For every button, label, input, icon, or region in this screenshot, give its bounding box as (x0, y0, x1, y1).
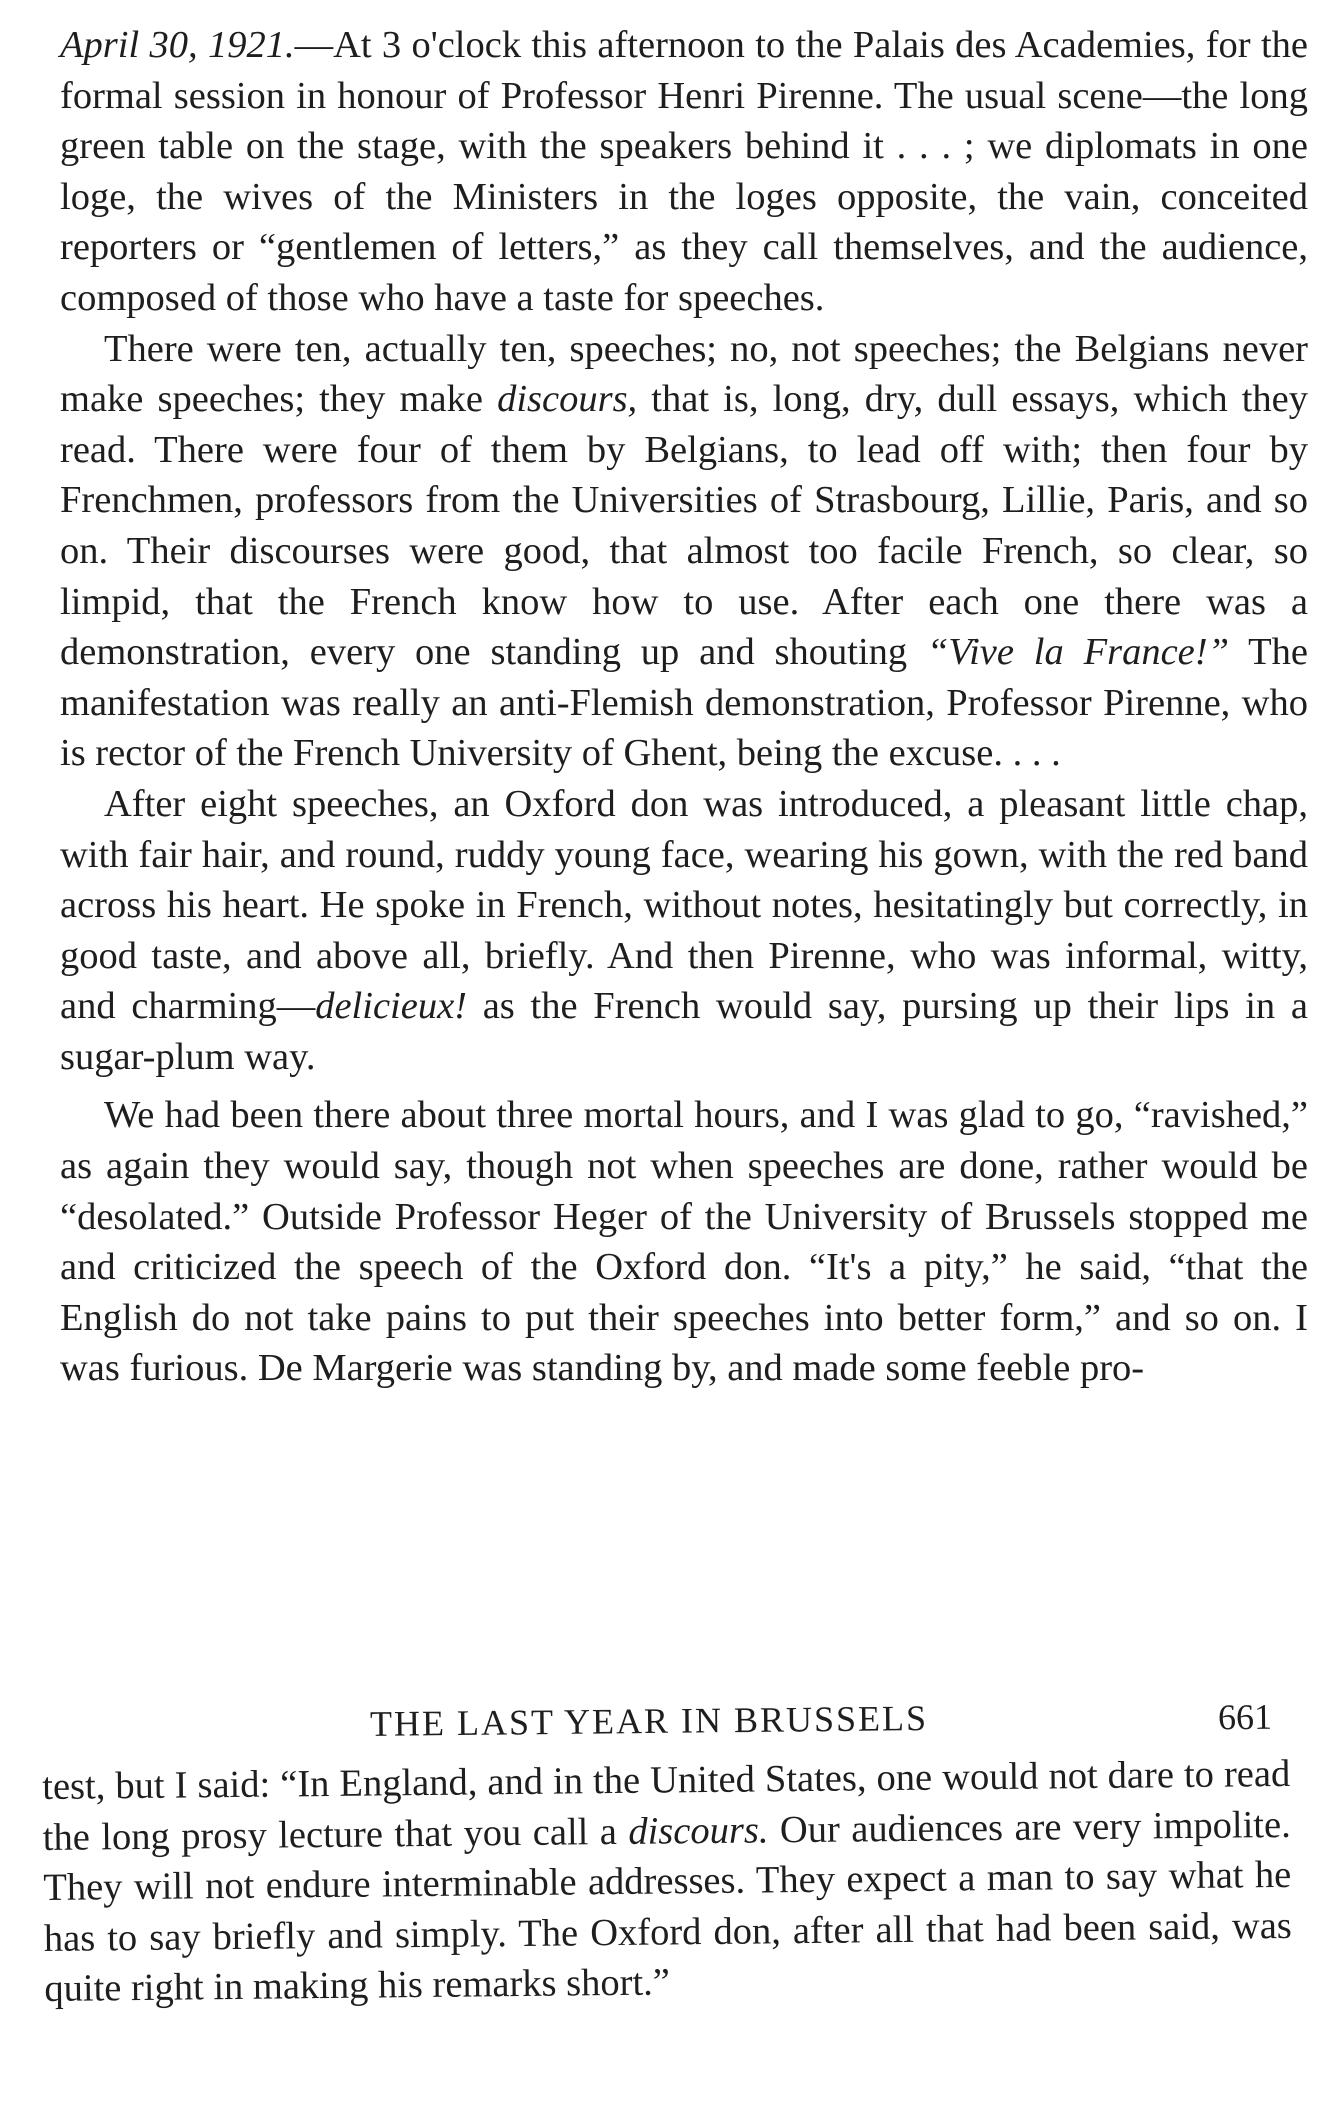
paragraph-4 (60, 1090, 1308, 1394)
running-head: THE LAST YEAR IN BRUSSELS (369, 1698, 929, 1744)
paragraph-1 (60, 20, 1308, 324)
paragraph-2-text-b: that is, long, dry, dull essays, which they read. There were four of them by Belgians, to lead off with; then four by Frenchmen, professors from the Universities of Strasbourg, Lillie, Paris, and so on. Their discourses were good, that almost too facile French, so clear, so limpid, that the French know how to use. After each one there was a demonstration, every one standing up and shouting (60, 378, 1308, 674)
lower-text-block (42, 1749, 1293, 2015)
paragraph-5 (42, 1749, 1293, 2015)
entry-date: April 30, 1921. (60, 24, 295, 66)
paragraph-3-text-a: After eight speeches, an Oxford don was introduced, a pleasant little chap, with fair hair, and round, ruddy young face, wearing his gown, with the red band across his heart. He spoke in French, without notes, hesitatingly but correctly, in good taste, and above all, briefly. And then Pirenne, who was informal, witty, and charming— (60, 782, 1308, 1028)
paragraph-3-text-b: as the French would say, pursing up their lips in a sugar-plum way. (60, 985, 1308, 1078)
upper-text-block (60, 20, 1308, 1394)
paragraph-5-text-b: Our audiences are very impolite. They will not endure interminable addresses. They expect a man to say what he has to say briefly and simply. The Oxford don, after all that had been said, was quite right in making his remarks short.” (43, 1803, 1293, 2011)
paragraph-2-text-c: The manifestation was really an anti-Flemish demonstration, Professor Pirenne, who is rector of the French University of Ghent, being the excuse. . . . (60, 631, 1308, 775)
paragraph-2 (60, 324, 1308, 779)
paragraph-2-text-a: There were ten, actually ten, speeches; no, not speeches; the Belgians never make speeches; they make (60, 327, 1308, 421)
paragraph-5-italic-discours: discours. (628, 1808, 769, 1853)
paragraph-1-text: —At 3 o'clock this afternoon to the Palais des Academies, for the formal session in honour of Professor Henri Pirenne. The usual scene—the long green table on the stage, with the speakers behind it . . . ; we diplomats in one loge, the wives of the Ministers in the loges opposite, the vain, conceited reporters or “gentlemen of letters,” as they call themselves, and the audience, composed of those who have a taste for speeches. (60, 24, 1308, 319)
paragraph-3-italic-delicieux: delicieux! (315, 985, 467, 1028)
paragraph-4-text: We had been there about three mortal hours, and I was glad to go, “ravished,” as again they would say, though not when speeches are done, rather would be “desolated.” Outside Professor Heger of the University of Brussels stopped me and criticized the speech of the Oxford don. “It's a pity,” he said, “that the English do not take pains to put their speeches into better form,” and so on. I was furious. De Margerie was standing by, and made some feeble pro- (60, 1094, 1308, 1390)
paragraph-3 (60, 779, 1308, 1083)
paragraph-2-italic-discours: discours, (497, 378, 638, 421)
paragraph-2-italic-vive-la-france: “Vive la France!” (927, 631, 1229, 674)
paragraph-5-text-a: test, but I said: “In England, and in the United States, one would not dare to read the long prosy lecture that you call a (42, 1752, 1291, 1859)
page-number: 661 (1217, 1696, 1273, 1738)
